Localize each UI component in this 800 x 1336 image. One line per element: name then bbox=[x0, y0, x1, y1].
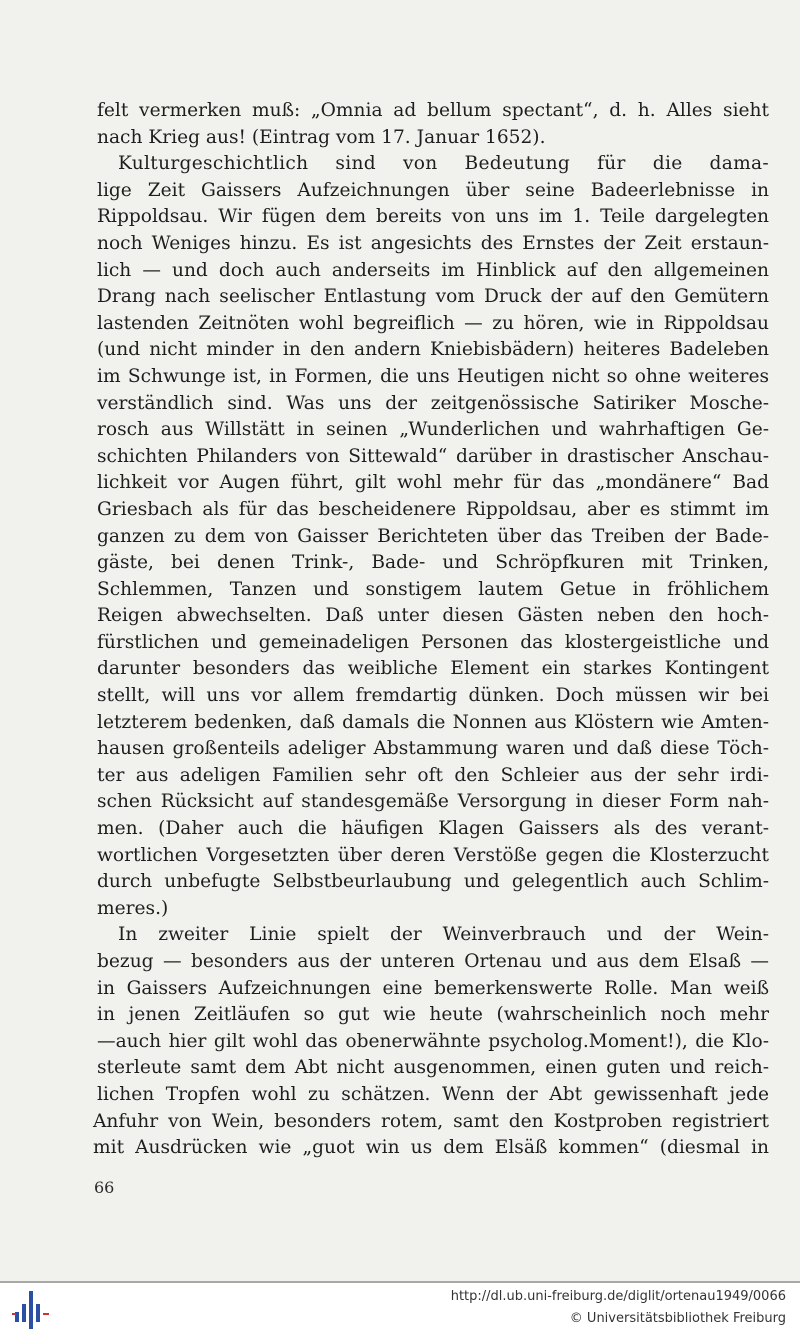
text-line: Rippoldsau. Wir fügen dem bereits von uns im 1. Teile dargelegten bbox=[97, 206, 769, 228]
text-line: noch Weniges hinzu. Es ist angesichts des Ernstes der Zeit erstaun- bbox=[97, 232, 769, 254]
text-line: rosch aus Willstätt in seinen „Wunderlichen und wahrhaftigen Ge- bbox=[97, 419, 769, 441]
text-line: durch unbefugte Selbstbeurlaubung und gelegentlich auch Schlim- bbox=[97, 871, 769, 893]
text-line: lichen Tropfen wohl zu schätzen. Wenn der Abt gewissenhaft jede bbox=[97, 1083, 769, 1105]
text-line: darunter besonders das weibliche Element ein starkes Kontingent bbox=[97, 658, 769, 680]
text-line: Anfuhr von Wein, besonders rotem, samt den Kostproben registriert bbox=[93, 1110, 769, 1132]
text-line: ganzen zu dem von Gaisser Berichteten über das Treiben der Bade- bbox=[97, 525, 769, 547]
text-line: (und nicht minder in den andern Kniebisbädern) heiteres Badeleben bbox=[97, 339, 769, 361]
text-line: letzterem bedenken, daß damals die Nonnen aus Klöstern wie Amten- bbox=[97, 711, 769, 733]
text-line: lich — und doch auch anderseits im Hinblick auf den allgemeinen bbox=[97, 259, 769, 281]
body-text bbox=[93, 98, 769, 1162]
text-line: gäste, bei denen Trink-, Bade- und Schröpfkuren mit Trinken, bbox=[97, 552, 769, 574]
text-line: verständlich sind. Was uns der zeitgenössische Satiriker Mosche- bbox=[97, 392, 769, 414]
text-line: in Gaissers Aufzeichnungen eine bemerkenswerte Rolle. Man weiß bbox=[97, 977, 769, 999]
page-number: 66 bbox=[94, 1178, 115, 1197]
university-library-logo-icon[interactable] bbox=[12, 1289, 50, 1331]
text-line: mit Ausdrücken wie „guot win us dem Elsäß kommen“ (diesmal in bbox=[93, 1137, 769, 1159]
text-line: schen Rücksicht auf standesgemäße Versorgung in dieser Form nah- bbox=[97, 791, 769, 813]
text-line: wortlichen Vorgesetzten über deren Verstöße gegen die Klosterzucht bbox=[97, 844, 769, 866]
text-line: lichkeit vor Augen führt, gilt wohl mehr für das „mondänere“ Bad bbox=[97, 472, 769, 494]
source-url-link[interactable]: http://dl.ub.uni-freiburg.de/diglit/ortenau1949/0066 bbox=[450, 1289, 786, 1304]
footer-divider bbox=[0, 1281, 800, 1283]
text-line: In zweiter Linie spielt der Weinverbrauch und der Wein- bbox=[118, 924, 769, 946]
text-line: Schlemmen, Tanzen und sonstigem lautem Getue in fröhlichem bbox=[97, 578, 769, 600]
text-line: lastenden Zeitnöten wohl begreiflich — zu hören, wie in Rippoldsau bbox=[97, 312, 769, 334]
text-line: lige Zeit Gaissers Aufzeichnungen über seine Badeerlebnisse in bbox=[97, 179, 769, 201]
text-line: stellt, will uns vor allem fremdartig dünken. Doch müssen wir bei bbox=[97, 685, 769, 707]
copyright-text: © Universitätsbibliothek Freiburg bbox=[569, 1311, 786, 1326]
text-line: in jenen Zeitläufen so gut wie heute (wahrscheinlich noch mehr bbox=[97, 1004, 769, 1026]
text-line: Reigen abwechselten. Daß unter diesen Gästen neben den hoch- bbox=[97, 605, 769, 627]
text-line: ter aus adeligen Familien sehr oft den Schleier aus der sehr irdi- bbox=[97, 764, 769, 786]
text-line: im Schwunge ist, in Formen, die uns Heutigen nicht so ohne weiteres bbox=[97, 365, 769, 387]
text-line: men. (Daher auch die häufigen Klagen Gaissers als des verant- bbox=[97, 818, 769, 840]
text-line: nach Krieg aus! (Eintrag vom 17. Januar 1652). bbox=[97, 126, 546, 148]
text-line: felt vermerken muß: „Omnia ad bellum spectant“, d. h. Alles sieht bbox=[97, 100, 769, 121]
text-line: bezug — besonders aus der unteren Ortenau und aus dem Elsaß — bbox=[97, 951, 769, 972]
text-line: Griesbach als für das bescheidenere Rippoldsau, aber es stimmt im bbox=[97, 498, 769, 520]
text-line: hausen großenteils adeliger Abstammung waren und daß diese Töch- bbox=[97, 738, 769, 760]
text-line: —auch hier gilt wohl das obenerwähnte psycholog.Moment!), die Klo- bbox=[97, 1030, 769, 1052]
text-line: fürstlichen und gemeinadeligen Personen das klostergeistliche und bbox=[97, 631, 769, 653]
text-line: sterleute samt dem Abt nicht ausgenommen, einen guten und reich- bbox=[97, 1057, 769, 1079]
text-line: meres.) bbox=[97, 897, 169, 919]
text-line: Kulturgeschichtlich sind von Bedeutung für die dama- bbox=[118, 153, 769, 175]
text-line: schichten Philanders von Sittewald“ darüber in drastischer Anschau- bbox=[97, 445, 769, 467]
text-line: Drang nach seelischer Entlastung vom Druck der auf den Gemütern bbox=[97, 286, 769, 308]
